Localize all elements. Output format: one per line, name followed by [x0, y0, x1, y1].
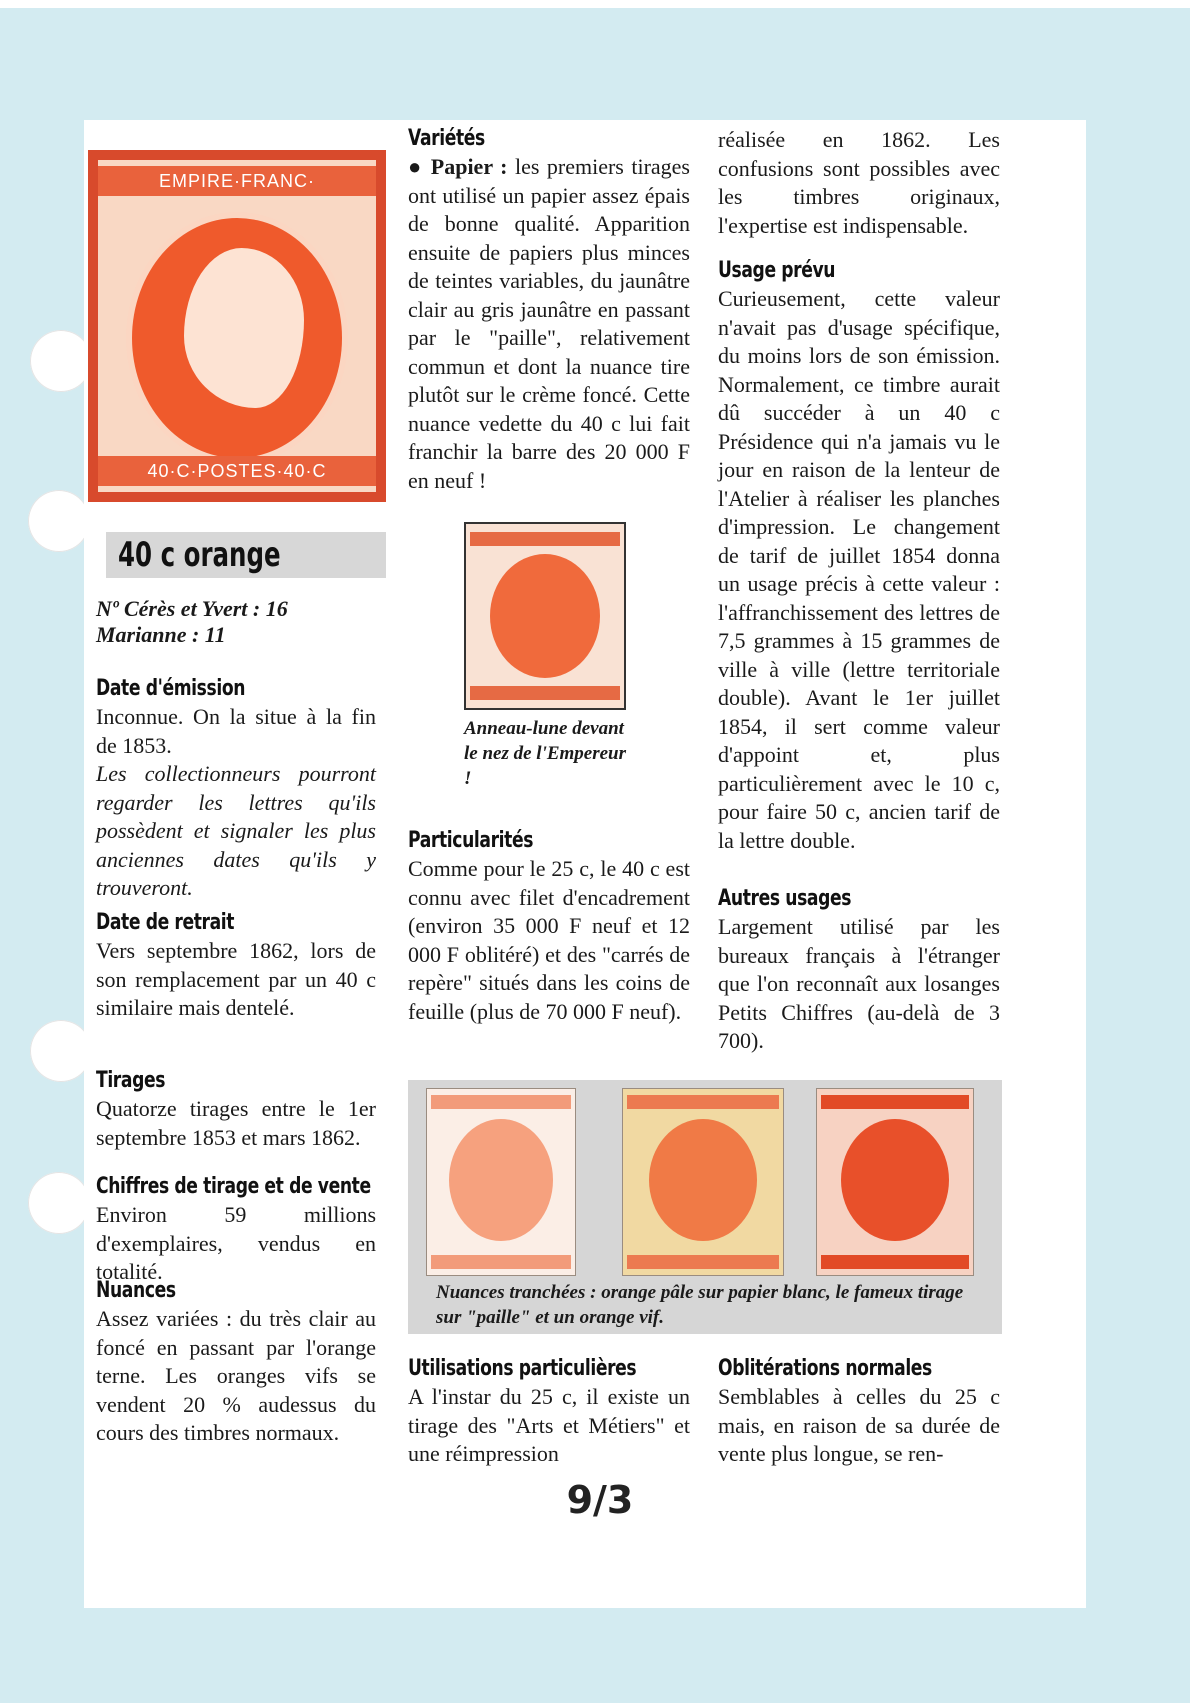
stamp-caption: Anneau-lune devant le nez de l'Empereur ! — [464, 718, 627, 789]
binder-hole — [30, 330, 92, 392]
section-date-emission: Date d'émission Inconnue. On la situe à la fin de 1853. Les collectionneurs pourront regarder les lettres qu'ils possèdent et signaler les plus anciennes dates qu'ils y trouveront. — [96, 676, 376, 900]
nuances-photo-strip — [408, 1080, 1002, 1334]
main-stamp-image — [88, 150, 386, 502]
section-usage-prevu: Usage prévu Curieusement, cette valeur n'avait pas d'usage spécifique, du moins lors de son émission. Normalement, ce timbre aurait dû succéder à un 40 c Présidence qui n'a jamais vu le jour en raison de la lenteur de l'Atelier à réaliser les planches d'impression. Le changement de tarif de juillet 1854 donna un usage précis à cette valeur : l'affranchissement des lettres de 7,5 grammes à 15 grammes de ville à ville (lettre territoriale double). Avant le 1er juillet 1854, il sert comme valeur d'appoint et, plus particulièrement avec le 10 c, pour faire 50 c, ancien tarif de la lettre double. — [718, 258, 1000, 853]
section-autres-usages: Autres usages Largement utilisé par les bureaux français à l'étranger que l'on reconnaît aux losanges Petits Chiffres (au-delà de 3 700). — [718, 886, 1000, 1053]
catalog-numbers: Nº Cérès et Yvert : 16 Marianne : 11 — [96, 596, 288, 647]
section-tirages: Tirages Quatorze tirages entre le 1er septembre 1853 et mars 1862. — [96, 1068, 376, 1150]
stamp-top-legend: EMPIRE·FRANC· — [98, 166, 376, 196]
stamp-bottom-legend: 40·C·POSTES·40·C — [98, 456, 376, 486]
section-particularites: Particularités Comme pour le 25 c, le 40 c est connu avec filet d'encadrement (environ 35 000 F neuf et 12 000 F oblitéré) et des "carrés de repère" situés dans les coins de feuille (plus de 70 000 F neuf). — [408, 828, 690, 1024]
section-obliterations: Oblitérations normales Semblables à celles du 25 c mais, en raison de sa durée de vente plus longue, se ren- — [718, 1356, 1000, 1466]
stamp-pale-orange-image — [426, 1088, 576, 1276]
section-varietes: Variétés ● Papier : les premiers tirages ont utilisé un papier assez épais de bonne qualité. Apparition ensuite de papiers plus minces de teintes variables, du jaunâtre clair au gris jaunâtre en passant par le "paille", relativement commun et dont la nuance tire plutôt sur le crème foncé. Cette nuance vedette du 40 c lui fait franchir la barre des 20 000 F en neuf ! — [408, 126, 690, 493]
binder-hole — [30, 1020, 92, 1082]
stamp-orange-vif-image — [816, 1088, 974, 1276]
stamp-title: 40 c orange — [106, 532, 386, 578]
section-date-retrait: Date de retrait Vers septembre 1862, lors de son remplacement par un 40 c similaire mais dentelé. — [96, 910, 376, 1020]
section-utilisations: Utilisations particulières A l'instar du 25 c, il existe un tirage des "Arts et Métiers" et une réimpression — [408, 1356, 690, 1466]
binder-hole — [28, 1172, 90, 1234]
binder-hole — [28, 490, 90, 552]
stamp-paille-image — [622, 1088, 784, 1276]
page-number: 9/3 — [566, 1478, 634, 1522]
anneau-lune-stamp-image — [464, 522, 626, 710]
content-panel: EMPIRE·FRANC· 40·C·POSTES·40·C 40 c orange Nº Cérès et Yvert : 16 Marianne : 11 Date d'émission Inconnue. On la situe à la fin de 1853. Les collectionneurs pourront regarder les lettres qu'ils possèdent et signaler les plus anciennes dates qu'ils y trouveront. Date de retrait Vers septembre 1862, lors de son remplacement par un 40 c similaire mais dentelé. Tirages Quatorze tirages entre le 1er septembre 1853 et mars 1862. Chiffres de tirage et de vente Environ 59 millions d'exemplaires, vendus en totalité. Nuances Assez variées : du très clair au foncé en passant par l'orange terne. Les oranges vifs se vendent 20 % audessus du cours des timbres normaux. Variétés ● Papier : les premiers tirages ont utilisé un papier assez épais de bonne qualité. Apparition ensuite de papiers plus minces de teintes variables, du jaunâtre clair au gris jaunâtre en passant par le "paille", relativement commun et dont la nuance tire plutôt sur le crème foncé. Cette nuance vedette du 40 c lui fait franchir la barre des 20 000 F en neuf ! Anneau-lune devant le nez de l'Empereur ! Particularités Comme pour le 25 c, le 40 c est connu avec filet d'encadrement (environ 35 000 F neuf et 12 000 F oblitéré) et des "carrés de repère" situés dans les coins de feuille (plus de 70 000 F neuf). Utilisations particulières A l'instar du 25 c, il existe un tirage des "Arts et Métiers" et une réimpression réalisée en 1862. Les confusions sont possibles avec les timbres originaux, l'expertise est indispensable. Usage prévu Curieusement, cette valeur n'avait pas d'usage spécifique, du moins lors de son émission. Normalement, ce timbre aurait dû succéder à un 40 c Présidence qui n'a jamais vu le jour en raison de la lenteur de l'Atelier à réaliser les planches d'impression. Le changement de tarif de juillet 1854 donna un usage précis à cette valeur : l'affranchissement des lettres de 7,5 grammes à 15 grammes de ville à ville (lettre territoriale double). Avant le 1er juillet 1854, il sert comme valeur d'appoint et, plus particulièrement avec le 10 c, pour faire 50 c, ancien tarif de la lettre double. Autres usages Largement utilisé par les bureaux français à l'étranger que l'on reconnaît aux losanges Petits Chiffres (au-delà de 3 700). Oblitérations normales Semblables à celles du 25 c mais, en raison de sa durée de vente plus longue, se ren- Nuances tranchées : orange pâle sur papier blanc, le fameux tirage sur "paille" et un orange vif. — [84, 120, 1086, 1608]
portrait-icon — [184, 248, 304, 408]
stamp-medallion — [132, 218, 342, 458]
section-chiffres: Chiffres de tirage et de vente Environ 59 millions d'exemplaires, vendus en totalité. — [96, 1174, 376, 1284]
section-nuances: Nuances Assez variées : du très clair au foncé en passant par l'orange terne. Les oranges vifs se vendent 20 % audessus du cours des timbres normaux. — [96, 1278, 376, 1445]
strip-caption: Nuances tranchées : orange pâle sur papier blanc, le fameux tirage sur "paille" et un orange vif. — [436, 1282, 964, 1328]
